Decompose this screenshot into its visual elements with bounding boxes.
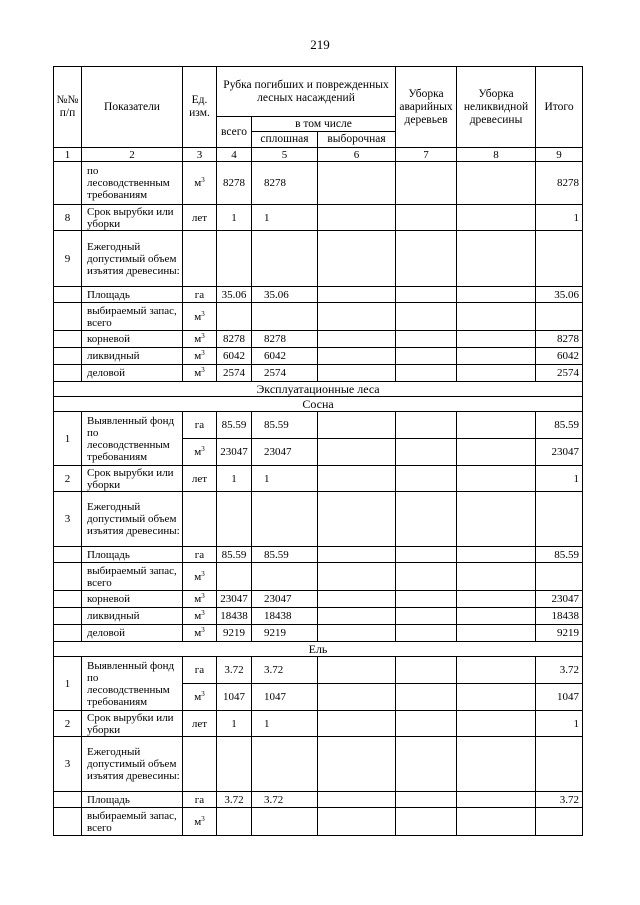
header-clear-cut: сплошная [252, 132, 318, 148]
row-label: Площадь [82, 792, 183, 808]
unit-cell: $м^3$ [183, 591, 217, 608]
cell-itogo: 3.72 [536, 792, 583, 808]
row-label: Ежегодный допустимый объем изъятия древесины: [82, 492, 183, 547]
index-cell: 7 [396, 148, 457, 162]
row-label: Срок вырубки или уборки [82, 711, 183, 737]
table-row [54, 657, 583, 684]
row-label: Ежегодный допустимый объем изъятия древесины: [82, 231, 183, 287]
table-row [54, 591, 583, 608]
header-indicator: Показатели [82, 67, 183, 148]
cell-total: 23047 [217, 591, 252, 608]
row-label: деловой [82, 625, 183, 642]
table-row [54, 547, 583, 563]
cell-clear: 6042 [252, 348, 318, 365]
header-all: всего [217, 117, 252, 148]
page-number: 219 [310, 37, 330, 52]
header-total: Итого [536, 67, 583, 148]
cell-total: 18438 [217, 608, 252, 625]
table-row [54, 466, 583, 492]
row-label: Ежегодный допустимый объем изъятия древесины: [82, 737, 183, 792]
cell-total: 85.59 [217, 412, 252, 439]
index-cell: 2 [82, 148, 183, 162]
header-unmarketable: Уборка неликвидной древесины [457, 67, 536, 148]
header-unit: Ед. изм. [183, 67, 217, 148]
table-row [54, 563, 583, 591]
cell-itogo: 85.59 [536, 412, 583, 439]
table-row [54, 365, 583, 382]
row-num: 8 [54, 205, 82, 231]
cell-total: 1 [217, 205, 252, 231]
row-label: выбираемый запас, всего [82, 563, 183, 591]
table-row [54, 625, 583, 642]
cell-itogo: 18438 [536, 608, 583, 625]
unit-cell: $м^3$ [183, 608, 217, 625]
cell-total: 6042 [217, 348, 252, 365]
index-cell: 6 [318, 148, 396, 162]
section-exploitation-forests: Эксплуатационные леса [54, 382, 583, 397]
row-label: деловой [82, 365, 183, 382]
row-num: 3 [54, 737, 82, 792]
cell-itogo: 1 [536, 205, 583, 231]
header-including: в том числе [252, 117, 396, 132]
cell-total: 85.59 [217, 547, 252, 563]
cell-clear: 1 [252, 711, 318, 737]
index-cell: 9 [536, 148, 583, 162]
cell-itogo: 23047 [536, 439, 583, 466]
row-label: Выявленный фонд по лесоводственным требованиям [82, 657, 183, 711]
row-label: Площадь [82, 547, 183, 563]
cell-clear: 8278 [252, 331, 318, 348]
row-num: 3 [54, 492, 82, 547]
cell-total: 8278 [217, 162, 252, 205]
table-row [54, 205, 583, 231]
cell-total: 8278 [217, 331, 252, 348]
cell-clear: 18438 [252, 608, 318, 625]
cell-clear: 1047 [252, 684, 318, 711]
unit-cell: $м^3$ [183, 365, 217, 382]
row-num: 9 [54, 231, 82, 287]
unit-cell: $м^3$ [183, 439, 217, 466]
unit-cell: $м^3$ [183, 348, 217, 365]
row-num: 1 [54, 412, 82, 466]
cell-itogo: 1 [536, 711, 583, 737]
cell-total: 3.72 [217, 657, 252, 684]
index-cell: 1 [54, 148, 82, 162]
cell-itogo: 85.59 [536, 547, 583, 563]
cell-itogo: 35.06 [536, 287, 583, 303]
cell-clear: 1 [252, 205, 318, 231]
unit-cell: $м^3$ [183, 303, 217, 331]
table-row [54, 808, 583, 836]
unit-cell: га [183, 792, 217, 808]
table-row [54, 303, 583, 331]
table-row [54, 792, 583, 808]
forest-felling-table [53, 66, 583, 836]
cell-total: 1047 [217, 684, 252, 711]
cell-clear: 8278 [252, 162, 318, 205]
row-label: корневой [82, 331, 183, 348]
table-row [54, 231, 583, 287]
cell-clear: 23047 [252, 591, 318, 608]
header-selective: выборочная [318, 132, 396, 148]
unit-cell: га [183, 547, 217, 563]
row-num: 1 [54, 657, 82, 711]
unit-cell: $м^3$ [183, 684, 217, 711]
index-row [54, 148, 583, 162]
row-label: Выявленный фонд по лесоводственным требованиям [82, 412, 183, 466]
cell-itogo: 3.72 [536, 657, 583, 684]
row-num: 2 [54, 466, 82, 492]
cell-total: 2574 [217, 365, 252, 382]
unit-cell: $м^3$ [183, 162, 217, 205]
row-label: выбираемый запас, всего [82, 808, 183, 836]
cell-clear: 85.59 [252, 547, 318, 563]
unit-cell: $м^3$ [183, 808, 217, 836]
index-cell: 4 [217, 148, 252, 162]
cell-total: 3.72 [217, 792, 252, 808]
cell-itogo: 8278 [536, 162, 583, 205]
index-cell: 5 [252, 148, 318, 162]
unit-cell: лет [183, 466, 217, 492]
cell-total: 1 [217, 711, 252, 737]
cell-itogo: 8278 [536, 331, 583, 348]
table-row [54, 348, 583, 365]
cell-clear: 2574 [252, 365, 318, 382]
row-num: 2 [54, 711, 82, 737]
cell-itogo: 2574 [536, 365, 583, 382]
header-emergency: Уборка аварийных деревьев [396, 67, 457, 148]
table-row [54, 287, 583, 303]
section-pine: Сосна [54, 397, 583, 412]
unit-cell: га [183, 287, 217, 303]
index-cell: 8 [457, 148, 536, 162]
unit-cell: $м^3$ [183, 563, 217, 591]
table-row [54, 162, 583, 205]
unit-cell: лет [183, 205, 217, 231]
section-spruce: Ель [54, 642, 583, 657]
cell-clear: 9219 [252, 625, 318, 642]
unit-cell: лет [183, 711, 217, 737]
unit-cell: $м^3$ [183, 625, 217, 642]
table-row [54, 412, 583, 439]
table-row [54, 492, 583, 547]
cell-total: 35.06 [217, 287, 252, 303]
table-row [54, 608, 583, 625]
cell-total: 1 [217, 466, 252, 492]
row-label: выбираемый запас, всего [82, 303, 183, 331]
unit-cell: $м^3$ [183, 331, 217, 348]
table-row [54, 711, 583, 737]
cell-clear: 85.59 [252, 412, 318, 439]
cell-total: 9219 [217, 625, 252, 642]
row-label: корневой [82, 591, 183, 608]
row-label: Площадь [82, 287, 183, 303]
cell-itogo: 1 [536, 466, 583, 492]
cell-clear: 23047 [252, 439, 318, 466]
header-num: №№ п/п [54, 67, 82, 148]
row-label: ликвидный [82, 608, 183, 625]
row-label: ликвидный [82, 348, 183, 365]
header-dead-stands: Рубка погибших и поврежденных лесных насаждений [217, 67, 396, 117]
cell-itogo: 6042 [536, 348, 583, 365]
cell-clear: 3.72 [252, 657, 318, 684]
cell-itogo: 23047 [536, 591, 583, 608]
cell-itogo: 1047 [536, 684, 583, 711]
cell-clear: 35.06 [252, 287, 318, 303]
cell-clear: 1 [252, 466, 318, 492]
cell-clear: 3.72 [252, 792, 318, 808]
cell-total: 23047 [217, 439, 252, 466]
row-label: Срок вырубки или уборки [82, 466, 183, 492]
unit-cell: га [183, 412, 217, 439]
unit-cell: га [183, 657, 217, 684]
row-label: Срок вырубки или уборки [82, 205, 183, 231]
table-row [54, 737, 583, 792]
row-label: по лесоводственным требованиям [82, 162, 183, 205]
table-row [54, 331, 583, 348]
index-cell: 3 [183, 148, 217, 162]
cell-itogo: 9219 [536, 625, 583, 642]
